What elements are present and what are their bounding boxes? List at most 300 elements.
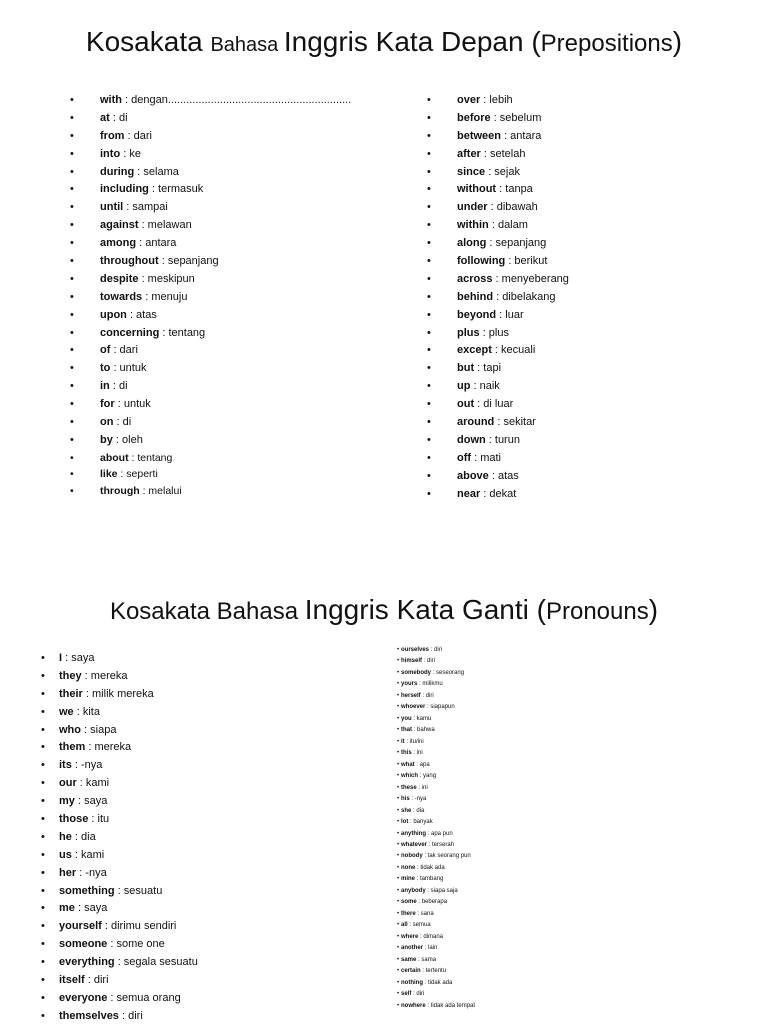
list-item bbox=[100, 254, 351, 272]
list-item bbox=[397, 680, 475, 691]
term: like bbox=[100, 468, 118, 481]
term: up bbox=[457, 380, 471, 393]
term: that bbox=[401, 727, 412, 734]
term: above bbox=[457, 469, 489, 482]
list-item bbox=[59, 776, 198, 794]
translation: : melawan bbox=[138, 219, 192, 232]
term: somebody bbox=[401, 669, 432, 676]
term: but bbox=[457, 362, 475, 375]
prepositions-left-list bbox=[100, 93, 351, 500]
list-item bbox=[59, 687, 198, 705]
translation: : untuk bbox=[114, 398, 151, 411]
translation: : yang bbox=[418, 773, 437, 780]
translation: : diri bbox=[429, 647, 443, 653]
list-item bbox=[457, 236, 569, 254]
list-item bbox=[397, 738, 475, 749]
title-part: Pronouns bbox=[545, 598, 649, 625]
prepositions-right-list bbox=[457, 93, 569, 504]
term: another bbox=[401, 945, 424, 952]
translation: : dibelakang bbox=[493, 290, 556, 303]
list-item bbox=[397, 761, 475, 772]
translation: : sana bbox=[415, 910, 434, 917]
list-item bbox=[457, 343, 569, 361]
list-item bbox=[397, 807, 475, 818]
list-item bbox=[397, 875, 475, 886]
list-item bbox=[397, 692, 475, 703]
translation: : sepanjang bbox=[158, 255, 219, 268]
term: against bbox=[100, 219, 139, 232]
term: whatever bbox=[401, 841, 428, 848]
term: nowhere bbox=[401, 1002, 426, 1009]
translation: : milik mereka bbox=[82, 687, 154, 700]
translation: : semua orang bbox=[107, 991, 181, 1004]
translation: : tidak ada bbox=[423, 979, 453, 986]
translation: : kami bbox=[71, 848, 105, 861]
term: through bbox=[100, 484, 140, 497]
list-item bbox=[397, 795, 475, 806]
list-item bbox=[100, 467, 351, 484]
translation: : banyak bbox=[408, 819, 433, 826]
translation: : setelah bbox=[480, 147, 526, 160]
term: along bbox=[457, 237, 487, 250]
translation: : untuk bbox=[110, 362, 147, 375]
list-item bbox=[100, 200, 351, 218]
list-item bbox=[397, 967, 475, 978]
term: I bbox=[59, 652, 63, 664]
translation: : mereka bbox=[81, 669, 128, 682]
list-item bbox=[397, 715, 475, 726]
term: herself bbox=[401, 692, 421, 699]
term: who bbox=[59, 723, 81, 736]
list-item bbox=[397, 956, 475, 967]
translation: : diri bbox=[422, 658, 436, 665]
translation: : kamu bbox=[411, 715, 432, 722]
list-item bbox=[397, 852, 475, 863]
term: which bbox=[401, 773, 419, 780]
term: her bbox=[59, 866, 77, 879]
translation: : melalui bbox=[139, 484, 182, 497]
list-item bbox=[100, 290, 351, 308]
term: its bbox=[59, 759, 72, 772]
term: himself bbox=[401, 658, 423, 665]
term: everything bbox=[59, 956, 115, 969]
pronouns-left-list bbox=[59, 651, 198, 1027]
term: self bbox=[401, 991, 412, 998]
term: she bbox=[401, 807, 412, 814]
term: yourself bbox=[59, 920, 102, 933]
term: around bbox=[457, 416, 495, 429]
list-item bbox=[59, 812, 198, 830]
list-item bbox=[397, 898, 475, 909]
term: until bbox=[100, 201, 124, 214]
list-item bbox=[397, 818, 475, 829]
translation: : apa bbox=[414, 761, 430, 768]
term: under bbox=[457, 201, 488, 214]
list-item bbox=[397, 703, 475, 714]
list-item bbox=[397, 726, 475, 737]
list-item bbox=[100, 236, 351, 254]
list-item bbox=[397, 864, 475, 875]
translation: : bahwa bbox=[412, 727, 435, 734]
translation: : apa pun bbox=[426, 830, 453, 837]
term: it bbox=[401, 738, 405, 745]
translation: : di bbox=[109, 111, 128, 124]
translation: : dia bbox=[71, 830, 96, 843]
translation: : di luar bbox=[474, 398, 514, 411]
translation: : antara bbox=[501, 129, 542, 142]
list-item bbox=[100, 272, 351, 290]
translation: : diri bbox=[84, 974, 109, 987]
translation: : tidak ada bbox=[415, 864, 445, 871]
list-item bbox=[100, 451, 351, 468]
list-item bbox=[59, 973, 198, 991]
list-item bbox=[100, 308, 351, 326]
term: certain bbox=[401, 968, 421, 975]
term: across bbox=[457, 272, 493, 285]
list-item bbox=[457, 433, 569, 451]
translation: : sesuatu bbox=[114, 884, 163, 897]
list-item bbox=[397, 749, 475, 760]
translation: : some one bbox=[107, 938, 165, 951]
list-item bbox=[457, 361, 569, 379]
translation: : kecuali bbox=[491, 344, 536, 357]
translation: : dari bbox=[110, 344, 138, 357]
list-item bbox=[457, 165, 569, 183]
term: behind bbox=[457, 290, 494, 303]
translation: : itu/ini bbox=[404, 738, 424, 745]
list-item bbox=[397, 979, 475, 990]
translation: : tidak ada tempat bbox=[425, 1002, 476, 1009]
translation: : sebelum bbox=[490, 111, 542, 124]
list-item bbox=[457, 93, 569, 111]
list-item bbox=[397, 921, 475, 932]
term: where bbox=[401, 933, 419, 940]
translation: : itu bbox=[88, 813, 110, 826]
translation: : seseorang bbox=[431, 669, 465, 676]
term: throughout bbox=[100, 255, 159, 268]
term: my bbox=[59, 795, 75, 808]
term: us bbox=[59, 848, 72, 861]
translation: : diri bbox=[411, 991, 425, 998]
translation: : termasuk bbox=[148, 183, 204, 196]
term: themselves bbox=[59, 1009, 119, 1022]
term: none bbox=[401, 864, 416, 871]
term: despite bbox=[100, 272, 139, 285]
list-item bbox=[59, 669, 198, 687]
list-item bbox=[397, 657, 475, 668]
list-item bbox=[59, 884, 198, 902]
term: including bbox=[100, 183, 149, 196]
translation: : luar bbox=[496, 308, 524, 321]
term: ourselves bbox=[401, 647, 430, 653]
translation: : mereka bbox=[85, 741, 132, 754]
term: plus bbox=[457, 326, 480, 339]
translation: : atas bbox=[126, 308, 157, 321]
term: beyond bbox=[457, 308, 497, 321]
term: what bbox=[401, 761, 415, 768]
translation: : tambang bbox=[415, 876, 444, 883]
term: to bbox=[100, 362, 111, 375]
list-item bbox=[100, 93, 351, 111]
list-item bbox=[59, 848, 198, 866]
list-item bbox=[59, 866, 198, 884]
translation: : dalam bbox=[488, 219, 528, 232]
term: all bbox=[401, 922, 408, 929]
translation: : dimana bbox=[418, 933, 444, 940]
translation: : oleh bbox=[112, 433, 143, 446]
term: anybody bbox=[401, 887, 426, 894]
list-item bbox=[59, 991, 198, 1009]
pronouns-title bbox=[0, 594, 768, 626]
list-item bbox=[457, 200, 569, 218]
list-item bbox=[457, 129, 569, 147]
list-item bbox=[457, 379, 569, 397]
term: towards bbox=[100, 290, 143, 303]
term: by bbox=[100, 433, 113, 446]
translation: : dekat bbox=[480, 487, 517, 500]
list-item bbox=[397, 830, 475, 841]
translation: : tapi bbox=[474, 362, 502, 375]
term: there bbox=[401, 910, 416, 917]
translation: : antara bbox=[136, 237, 177, 250]
list-item bbox=[59, 830, 198, 848]
translation: : dengan............................................................ bbox=[122, 94, 352, 106]
term: mine bbox=[401, 876, 416, 883]
term: among bbox=[100, 237, 137, 250]
term: me bbox=[59, 902, 75, 915]
translation: : tertentu bbox=[420, 968, 447, 975]
translation: : terserah bbox=[427, 841, 455, 848]
list-item bbox=[397, 646, 475, 657]
translation: : -nya bbox=[409, 796, 427, 803]
translation: : kami bbox=[76, 777, 110, 790]
translation: : dibawah bbox=[487, 201, 538, 214]
list-item bbox=[59, 723, 198, 741]
list-item bbox=[457, 182, 569, 200]
list-item bbox=[397, 990, 475, 1001]
translation: : mati bbox=[471, 451, 501, 464]
term: on bbox=[100, 416, 114, 429]
translation: : saya bbox=[62, 652, 95, 664]
translation: : sejak bbox=[485, 165, 520, 178]
translation: : menuju bbox=[142, 290, 188, 303]
term: our bbox=[59, 777, 77, 790]
term: of bbox=[100, 344, 111, 357]
term: upon bbox=[100, 308, 127, 321]
translation: : ini bbox=[416, 784, 428, 791]
term: their bbox=[59, 687, 83, 700]
term: about bbox=[100, 451, 129, 464]
translation: : atas bbox=[488, 469, 519, 482]
list-item bbox=[100, 147, 351, 165]
list-item bbox=[457, 218, 569, 236]
translation: : berikut bbox=[505, 255, 548, 268]
translation: : -nya bbox=[76, 866, 107, 879]
term: from bbox=[100, 129, 125, 142]
translation: : saya bbox=[74, 902, 108, 915]
translation: : siapa bbox=[81, 723, 117, 736]
translation: : meskipun bbox=[138, 272, 195, 285]
term: those bbox=[59, 813, 89, 826]
term: his bbox=[401, 796, 410, 803]
list-item bbox=[100, 129, 351, 147]
list-item bbox=[397, 933, 475, 944]
term: out bbox=[457, 398, 475, 411]
list-item bbox=[457, 415, 569, 433]
list-item bbox=[397, 887, 475, 898]
term: same bbox=[401, 956, 417, 963]
term: something bbox=[59, 884, 115, 897]
list-item bbox=[59, 1009, 198, 1027]
translation: : sama bbox=[416, 956, 437, 963]
term: lot bbox=[401, 819, 409, 826]
list-item bbox=[457, 326, 569, 344]
translation: : menyeberang bbox=[492, 272, 569, 285]
term: except bbox=[457, 344, 492, 357]
list-item bbox=[457, 147, 569, 165]
term: everyone bbox=[59, 991, 108, 1004]
translation: : naik bbox=[470, 380, 500, 393]
term: over bbox=[457, 94, 481, 106]
list-item bbox=[59, 705, 198, 723]
term: nobody bbox=[401, 853, 423, 860]
list-item bbox=[457, 111, 569, 129]
term: following bbox=[457, 255, 506, 268]
title-part: Kosakata bbox=[85, 26, 211, 57]
list-item bbox=[397, 772, 475, 783]
term: into bbox=[100, 147, 121, 160]
list-item bbox=[457, 451, 569, 469]
term: yours bbox=[401, 681, 418, 688]
term: without bbox=[457, 183, 497, 196]
title-part: Prepositions bbox=[540, 30, 673, 57]
list-item bbox=[59, 758, 198, 776]
translation: : saya bbox=[74, 795, 108, 808]
list-item bbox=[397, 841, 475, 852]
translation: : sekitar bbox=[494, 416, 536, 429]
list-item bbox=[59, 901, 198, 919]
list-item bbox=[100, 343, 351, 361]
term: for bbox=[100, 398, 115, 411]
term: with bbox=[100, 94, 122, 106]
title-part: Bahasa bbox=[210, 34, 284, 56]
translation: : siapapun bbox=[425, 704, 455, 711]
title-part: Inggris Kata Depan ( bbox=[283, 26, 541, 57]
term: we bbox=[59, 705, 74, 718]
list-item bbox=[100, 111, 351, 129]
term: nothing bbox=[401, 979, 423, 986]
list-item bbox=[457, 469, 569, 487]
list-item bbox=[59, 651, 198, 669]
translation: : ke bbox=[120, 147, 141, 160]
term: them bbox=[59, 741, 86, 754]
term: near bbox=[457, 487, 481, 500]
term: at bbox=[100, 111, 110, 124]
term: you bbox=[401, 715, 412, 722]
term: itself bbox=[59, 974, 85, 987]
translation: : di bbox=[113, 416, 132, 429]
term: since bbox=[457, 165, 486, 178]
translation: : semua bbox=[407, 922, 431, 929]
translation: : kita bbox=[73, 705, 100, 718]
translation: : beberapa bbox=[416, 899, 448, 906]
translation: : tanpa bbox=[496, 183, 533, 196]
term: concerning bbox=[100, 326, 160, 339]
list-item bbox=[397, 669, 475, 680]
term: anything bbox=[401, 830, 426, 837]
translation: : di bbox=[109, 380, 128, 393]
translation: : tentang bbox=[159, 326, 206, 339]
list-item bbox=[59, 955, 198, 973]
pronouns-right-list bbox=[397, 646, 475, 1013]
title-part: ) bbox=[672, 26, 683, 57]
title-part: Inggris Kata Ganti ( bbox=[304, 594, 546, 625]
list-item bbox=[457, 397, 569, 415]
list-item bbox=[457, 308, 569, 326]
list-item bbox=[59, 919, 198, 937]
term: these bbox=[401, 784, 417, 791]
term: after bbox=[457, 147, 481, 160]
translation: : turun bbox=[485, 433, 520, 446]
list-item bbox=[100, 433, 351, 451]
translation: : tak seorang pun bbox=[422, 853, 471, 860]
translation: : dari bbox=[124, 129, 152, 142]
translation: : sepanjang bbox=[486, 237, 547, 250]
list-item bbox=[100, 165, 351, 183]
list-item bbox=[397, 1002, 475, 1013]
list-item bbox=[397, 944, 475, 955]
translation: : diri bbox=[118, 1009, 143, 1022]
translation: : selama bbox=[134, 165, 179, 178]
list-item bbox=[59, 794, 198, 812]
list-item bbox=[100, 484, 351, 501]
term: down bbox=[457, 433, 486, 446]
list-item bbox=[59, 937, 198, 955]
term: he bbox=[59, 830, 72, 843]
term: they bbox=[59, 669, 82, 682]
translation: : siapa saja bbox=[425, 887, 458, 894]
translation: : -nya bbox=[71, 759, 103, 772]
translation: : dirimu sendiri bbox=[101, 920, 177, 933]
term: between bbox=[457, 129, 502, 142]
list-item bbox=[100, 182, 351, 200]
list-item bbox=[59, 740, 198, 758]
term: this bbox=[401, 750, 412, 757]
list-item bbox=[100, 361, 351, 379]
list-item bbox=[100, 218, 351, 236]
list-item bbox=[457, 254, 569, 272]
translation: : ini bbox=[411, 750, 423, 757]
term: off bbox=[457, 451, 472, 464]
term: some bbox=[401, 899, 417, 906]
term: during bbox=[100, 165, 135, 178]
term: in bbox=[100, 380, 110, 393]
list-item bbox=[457, 272, 569, 290]
list-item bbox=[397, 784, 475, 795]
translation: : lain bbox=[423, 945, 438, 952]
term: before bbox=[457, 111, 491, 124]
translation: : dia bbox=[411, 807, 425, 814]
title-part: Kosakata Bahasa bbox=[109, 598, 305, 625]
term: someone bbox=[59, 938, 108, 951]
prepositions-title bbox=[0, 26, 768, 58]
list-item bbox=[100, 379, 351, 397]
term: whoever bbox=[401, 704, 426, 711]
list-item bbox=[100, 415, 351, 433]
translation: : sampai bbox=[123, 201, 168, 214]
list-item bbox=[100, 397, 351, 415]
translation: : seperti bbox=[117, 468, 158, 481]
